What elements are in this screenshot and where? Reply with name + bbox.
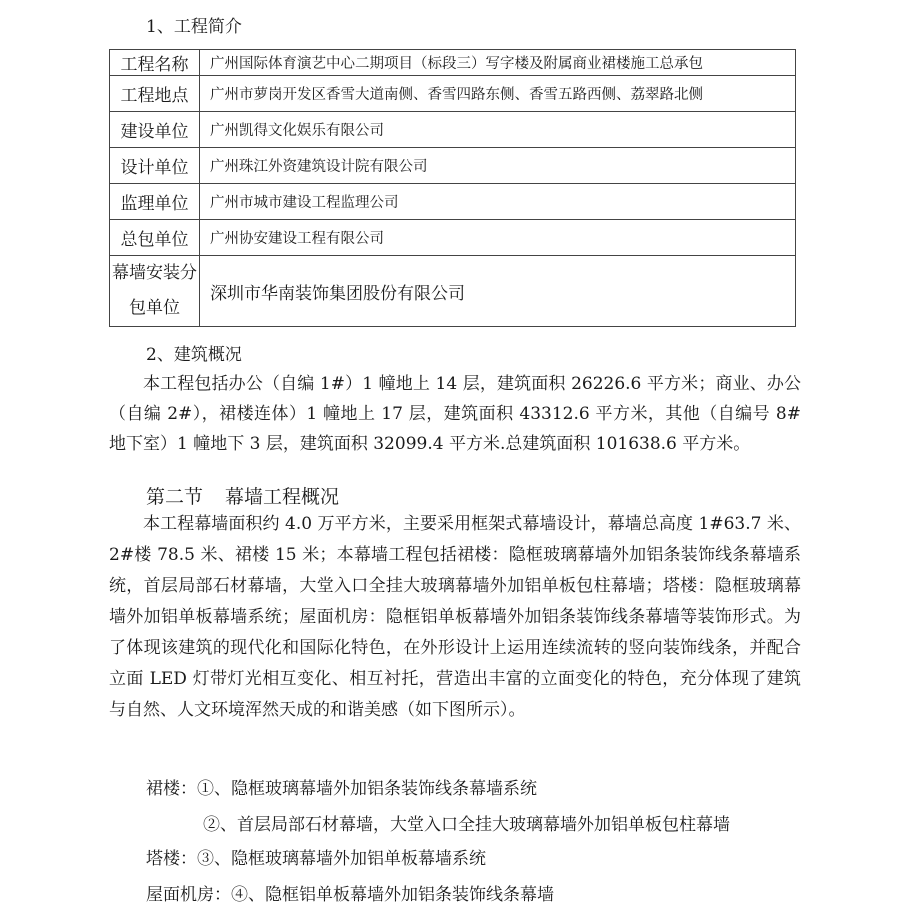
row-label: 工程地点 bbox=[110, 76, 200, 112]
row-label: 设计单位 bbox=[110, 148, 200, 184]
row-value: 广州市萝岗开发区香雪大道南侧、香雪四路东侧、香雪五路西侧、荔翠路北侧 bbox=[200, 76, 796, 112]
row-label: 总包单位 bbox=[110, 220, 200, 256]
system-item: 裙楼：①、隐框玻璃幕墙外加铝条装饰线条幕墙系统 bbox=[146, 779, 537, 799]
chapter-number: 第二节 bbox=[146, 486, 204, 508]
table-row bbox=[110, 148, 796, 184]
table-row bbox=[110, 76, 796, 112]
row-value: 广州市城市建设工程监理公司 bbox=[200, 184, 796, 220]
building-overview-paragraph: 本工程包括办公（自编 1#）1 幢地上 14 层，建筑面积 26226.6 平方米；商业、办公（自编 2#），裙楼连体）1 幢地上 17 层，建筑面积 43312.6 平方米，其他（自编号 8# 地下室）1 幢地下 3 层，建筑面积 32099.4 平方米.总建筑面积 101638.6 平方米。 bbox=[109, 374, 801, 454]
section-heading-building-overview: 2、建筑概况 bbox=[146, 345, 242, 365]
table-row bbox=[110, 112, 796, 148]
chapter-name: 幕墙工程概况 bbox=[225, 486, 340, 508]
system-item: 屋面机房：④、隐框铝单板幕墙外加铝条装饰线条幕墙 bbox=[146, 885, 554, 905]
row-label: 建设单位 bbox=[110, 112, 200, 148]
table-row bbox=[110, 256, 796, 327]
chapter-title bbox=[146, 482, 339, 509]
row-value: 广州协安建设工程有限公司 bbox=[200, 220, 796, 256]
row-label: 幕墙安装分包单位 bbox=[110, 256, 200, 327]
table-row bbox=[110, 220, 796, 256]
row-label: 监理单位 bbox=[110, 184, 200, 220]
row-label: 工程名称 bbox=[110, 50, 200, 76]
system-item: 塔楼：③、隐框玻璃幕墙外加铝单板幕墙系统 bbox=[146, 849, 486, 869]
row-value: 广州国际体育演艺中心二期项目（标段三）写字楼及附属商业裙楼施工总承包 bbox=[200, 50, 796, 76]
system-item: ②、首层局部石材幕墙，大堂入口全挂大玻璃幕墙外加铝单板包柱幕墙 bbox=[203, 815, 730, 835]
row-value: 深圳市华南装饰集团股份有限公司 bbox=[200, 256, 796, 327]
project-info-table bbox=[109, 49, 796, 327]
table-row bbox=[110, 50, 796, 76]
curtain-wall-overview-paragraph: 本工程幕墙面积约 4.0 万平方米，主要采用框架式幕墙设计，幕墙总高度 1#63.7 米、2#楼 78.5 米、裙楼 15 米；本幕墙工程包括裙楼：隐框玻璃幕墙外加铝条装饰线条幕墙系统，首层局部石材幕墙，大堂入口全挂大玻璃幕墙外加铝单板包柱幕墙；塔楼：隐框玻璃幕墙外加铝单板幕墙系统；屋面机房：隐框铝单板幕墙外加铝条装饰线条幕墙等装饰形式。为了体现该建筑的现代化和国际化特色，在外形设计上运用连续流转的竖向装饰线条，并配合立面 LED 灯带灯光相互变化、相互衬托，营造出丰富的立面变化的特色，充分体现了建筑与自然、人文环境浑然天成的和谐美感（如下图所示）。 bbox=[109, 514, 801, 720]
table-row bbox=[110, 184, 796, 220]
row-value: 广州凯得文化娱乐有限公司 bbox=[200, 112, 796, 148]
row-value: 广州珠江外资建筑设计院有限公司 bbox=[200, 148, 796, 184]
section-heading-project-intro: 1、工程简介 bbox=[146, 17, 242, 37]
